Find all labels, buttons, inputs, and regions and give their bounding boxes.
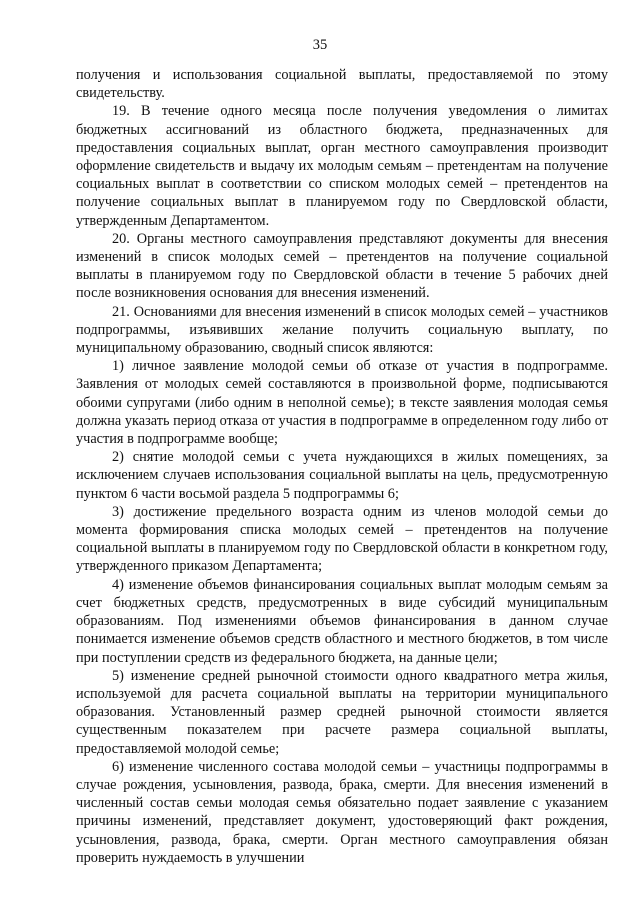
list-item-5: 5) изменение средней рыночной стоимости одного квадратного метра жилья, используемой для расчета социальной выплаты на территории муниципального образования. Установленный размер средней рыночной стоимости является существенным показателем при расчете размера социальной выплаты, предоставляемой молодой семье; (76, 667, 608, 757)
paragraph-continuation: получения и использования социальной выплаты, предоставляемой по этому свидетельству. (76, 67, 608, 102)
paragraph-21: 21. Основаниями для внесения изменений в список молодых семей – участников подпрограммы, изъявивших желание получить социальную выплату, по муниципальному образованию, сводный список являются: (76, 303, 608, 357)
list-item-1: 1) личное заявление молодой семьи об отказе от участия в подпрограмме. Заявления от молодых семей составляются в произвольной форме, подписываются обоими супругами (либо одним в неполной семье); в тексте заявления молодая семья должна указать период отказа от участия в подпрограмме в определенном году либо от участия в подпрограмме вообще; (76, 358, 608, 448)
list-item-4: 4) изменение объемов финансирования социальных выплат молодым семьям за счет бюджетных средств, предусмотренных в виде субсидий муниципальным образованиям. Под изменениями объемов финансирования в данном случае понимается изменение объемов средств областного и местного бюджетов, в том числе при поступлении средств из федерального бюджета, на данные цели; (76, 576, 608, 666)
paragraph-19: 19. В течение одного месяца после получения уведомления о лимитах бюджетных ассигнований из областного бюджета, предназначенных для предоставления социальных выплат, орган местного самоуправления производит оформление свидетельств и выдачу их молодым семьям – претендентам на получение социальных выплат в соответствии со списком молодых семей – претендентов на получение социальных выплат в планируемом году по Свердловской области, утвержденным Департаментом. (76, 103, 608, 229)
page-number: 35 (312, 37, 328, 53)
list-item-6: 6) изменение численного состава молодой семьи – участницы подпрограммы в случае рождения, усыновления, развода, брака, смерти. Для внесения изменений в численный состав семьи молодая семья обязательно подает заявление с указанием причины изменений, представляет документ, удостоверяющий факт рождения, усыновления, развода, брака, смерти. Орган местного самоуправления обязан проверить нуждаемость в улучшении (76, 758, 608, 866)
list-item-3: 3) достижение предельного возраста одним из членов молодой семьи до момента формирования списка молодых семей – претендентов на получение социальной выплаты в планируемом году по Свердловской области в конкретном году, утвержденного приказом Департамента; (76, 503, 608, 575)
paragraph-20: 20. Органы местного самоуправления представляют документы для внесения изменений в список молодых семей – претендентов на получение социальной выплаты в планируемом году по Свердловской области в течение 5 рабочих дней после возникновения основания для внесения изменений. (76, 230, 608, 302)
list-item-2: 2) снятие молодой семьи с учета нуждающихся в жилых помещениях, за исключением случаев использования социальной выплаты на цель, предусмотренную пунктом 6 части восьмой раздела 5 подпрограммы 6; (76, 449, 608, 502)
document-body (76, 66, 608, 867)
